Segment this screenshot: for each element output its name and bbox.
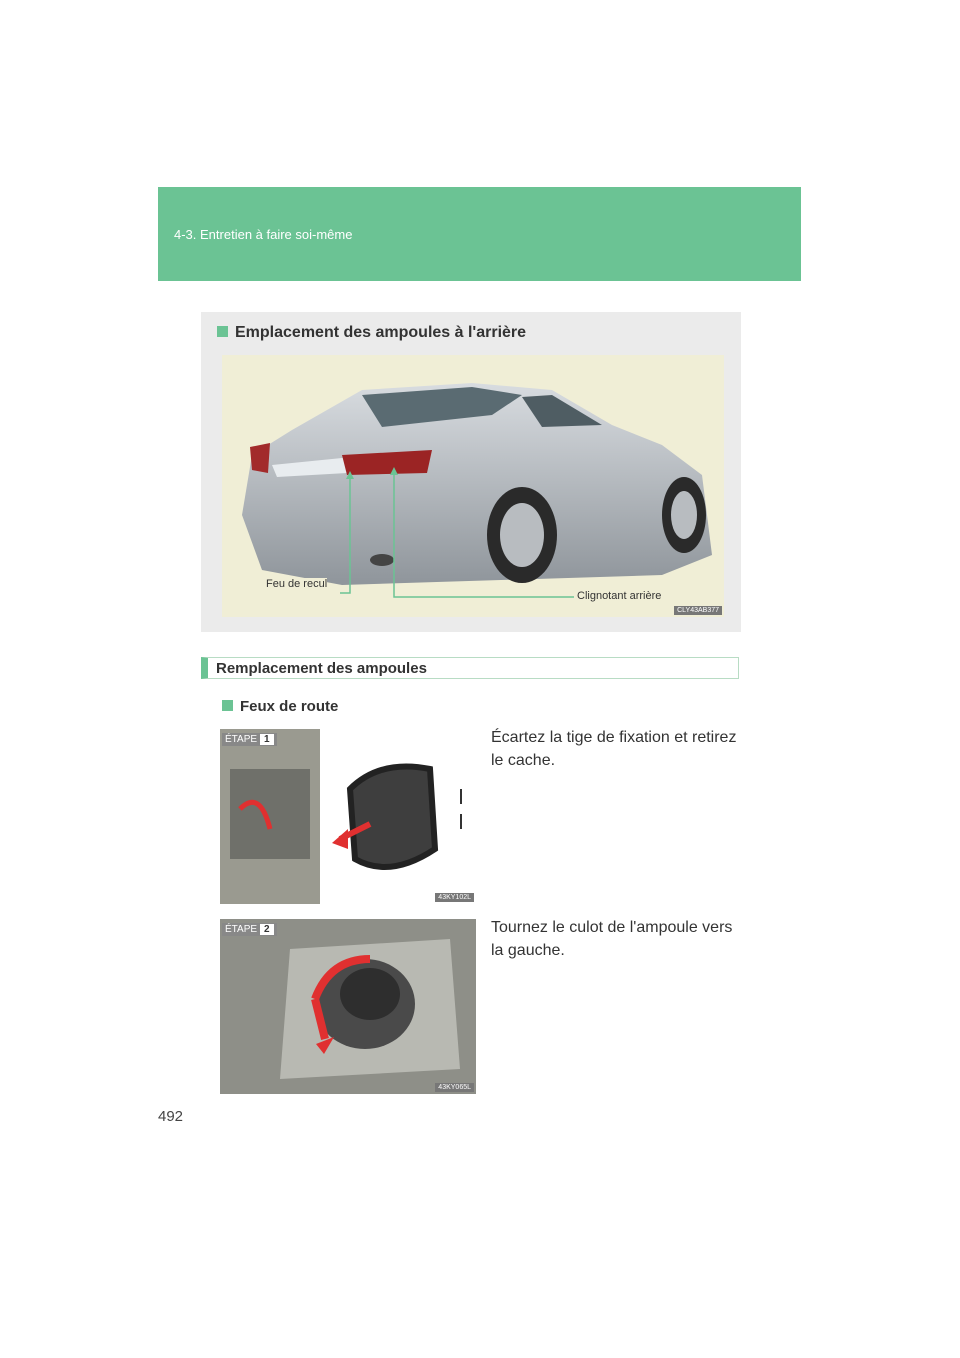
rear-turn-signal-label: Clignotant arrière — [577, 590, 662, 602]
step-badge: ÉTAPE 2 — [222, 923, 277, 936]
image-code: 43KY065L — [435, 1083, 474, 1092]
chapter-header — [158, 187, 801, 281]
subsection-title: Feux de route — [222, 698, 338, 715]
page-number: 492 — [158, 1108, 184, 1125]
section-header — [201, 657, 739, 679]
image-code: 43KY102L — [435, 893, 474, 902]
rear-bulbs-panel — [201, 312, 741, 632]
reverse-light-label: Feu de recul — [266, 578, 328, 590]
image-code: CLY43AB377 — [674, 606, 722, 615]
rear-bulbs-title: Emplacement des ampoules à l'arrière — [217, 324, 526, 342]
step-1-text: Écartez la tige de fixation et retirez le cache. — [491, 729, 737, 769]
car-rear-illustration — [222, 355, 724, 617]
step-2-illustration — [220, 919, 476, 1094]
section-title: Remplacement des ampoules — [216, 660, 427, 677]
step-1-illustration — [220, 729, 476, 904]
square-bullet-icon — [217, 326, 228, 337]
chapter-title: 4-3. Entretien à faire soi-même — [174, 227, 353, 242]
step-2-text: Tournez le culot de l'ampoule vers la gauche. — [491, 919, 733, 959]
step-badge: ÉTAPE 1 — [222, 733, 277, 746]
square-bullet-icon — [222, 700, 233, 711]
